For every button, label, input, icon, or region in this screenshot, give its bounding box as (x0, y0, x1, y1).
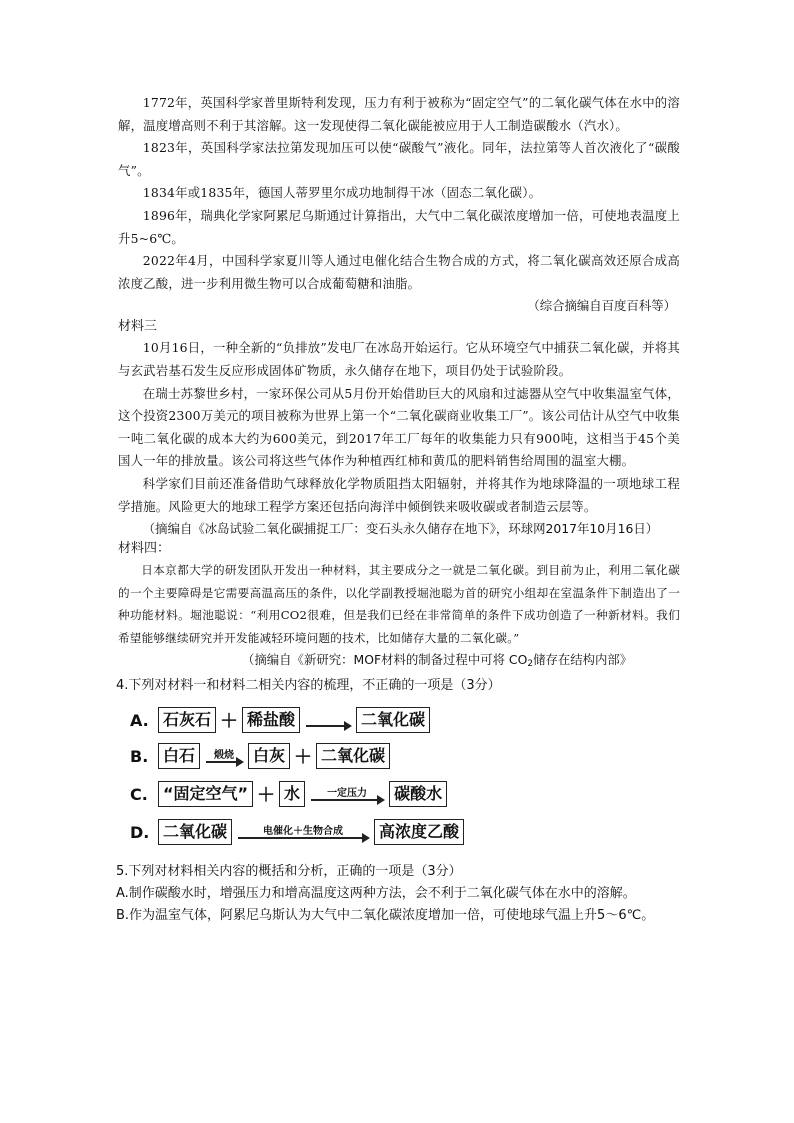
q4-option-b: B. 白石 煅烧 白灰 ＋ 二氧化碳 (130, 741, 390, 771)
question-5: 5.下列对材料相关内容的概括和分析，正确的一项是（3分） (116, 864, 462, 880)
question-4: 4.下列对材料一和材料二相关内容的梳理，不正确的一项是（3分） (116, 678, 501, 694)
material2-para-4: 1896年，瑞典化学家阿累尼乌斯通过计算指出，大气中二氧化碳浓度增加一倍，可使地表温度上升5~6℃。 (118, 207, 680, 246)
material3-para-2: 在瑞士苏黎世乡村，一家环保公司从5月份开始借助巨大的风扇和过滤器从空气中收集温室气体，这个投资2300万美元的项目被称为世界上第一个“二氧化碳商业收集工厂”。该公司估计从空气中收集一吨二氧化碳的成本大约为600美元，到2017年工厂每年的收集能力只有900吨，这相当于45个美国人一年的排放量。该公司将这些气体作为种植西红柿和黄瓜的肥料销售给周围的温室大棚。 (118, 385, 680, 469)
material2-para-1: 1772年，英国科学家普里斯特利发现，压力有利于被称为“固定空气”的二氧化碳气体在水中的溶解，温度增高则不利于其溶解。这一发现使得二氧化碳能被应用于人工制造碳酸水（汽水）。 (118, 95, 680, 133)
material4-para-1: 日本京都大学的研发团队开发出一种材料，其主要成分之一就是二氧化碳。到目前为止，利用二氧化碳的一个主要障碍是它需要高温高压的条件，以化学副教授堀池聪为首的研究小组却在室温条件下制造出了一种功能材料。堀池聪说：“利用CO2很难，但是我们已经在非常简单的条件下成功创造了一种新材料。我们希望能够继续研究并开发能减轻环境问题的技术，比如储存大量的二氧化碳。” (118, 563, 680, 645)
q4-option-a: A. 石灰石 ＋ 稀盐酸 二氧化碳 (130, 705, 430, 735)
arrow-icon: 电催化＋生物合成 (238, 826, 368, 839)
q5-option-a: A.制作碳酸水时，增强压力和增高温度这两种方法，会不利于二氧化碳气体在水中的溶解。 (116, 886, 636, 902)
arrow-icon: 煅烧 (206, 750, 242, 763)
material2-source: （综合摘编自百度百科等） (527, 298, 676, 314)
material3-para-3: 科学家们目前还准备借助气球释放化学物质阻挡太阳辐射，并将其作为地球降温的一项地球工程学措施。风险更大的地球工程学方案还包括向海洋中倾倒铁来吸收碳或者制造云层等。 (118, 475, 680, 514)
material4-source: （摘编自《新研究：MOF材料的制备过程中可将 $CO_2$储存在结构内部》 (242, 652, 633, 670)
q4-option-c: C. “固定空气” ＋ 水 一定压力 碳酸水 (130, 779, 447, 809)
material4-heading: 材料四： (118, 541, 171, 557)
material3-source: （摘编自《冰岛试验二氧化碳捕捉工厂：变石头永久储存在地下》，环球网2017年10月16日） (142, 521, 659, 537)
q5-option-b: B.作为温室气体，阿累尼乌斯认为大气中二氧化碳浓度增加一倍，可使地球气温上升5～6℃。 (116, 908, 655, 924)
material3-para-1: 10月16日，一种全新的“负排放”发电厂在冰岛开始运行。它从环境空气中捕获二氧化碳，并将其与玄武岩基石发生反应形成固体矿物质，永久储存在地下，项目仍处于试验阶段。 (118, 340, 680, 378)
material2-para-3: 1834年或1835年，德国人蒂罗里尔成功地制得干冰（固态二氧化碳）。 (142, 185, 542, 201)
arrow-icon (306, 714, 350, 727)
arrow-icon: 一定压力 (311, 788, 383, 801)
material2-para-2: 1823年，英国科学家法拉第发现加压可以使“碳酸气”液化。同年，法拉第等人首次液化了“碳酸气”。 (118, 140, 680, 178)
material3-heading: 材料三 (118, 319, 158, 335)
material2-para-5: 2022年4月，中国科学家夏川等人通过电催化结合生物合成的方式，将二氧化碳高效还原合成高浓度乙酸，进一步利用微生物可以合成葡萄糖和油脂。 (118, 253, 680, 291)
q4-options-diagram (130, 705, 680, 855)
q4-option-d: D. 二氧化碳 电催化＋生物合成 高浓度乙酸 (130, 817, 464, 847)
exam-page (118, 92, 680, 927)
